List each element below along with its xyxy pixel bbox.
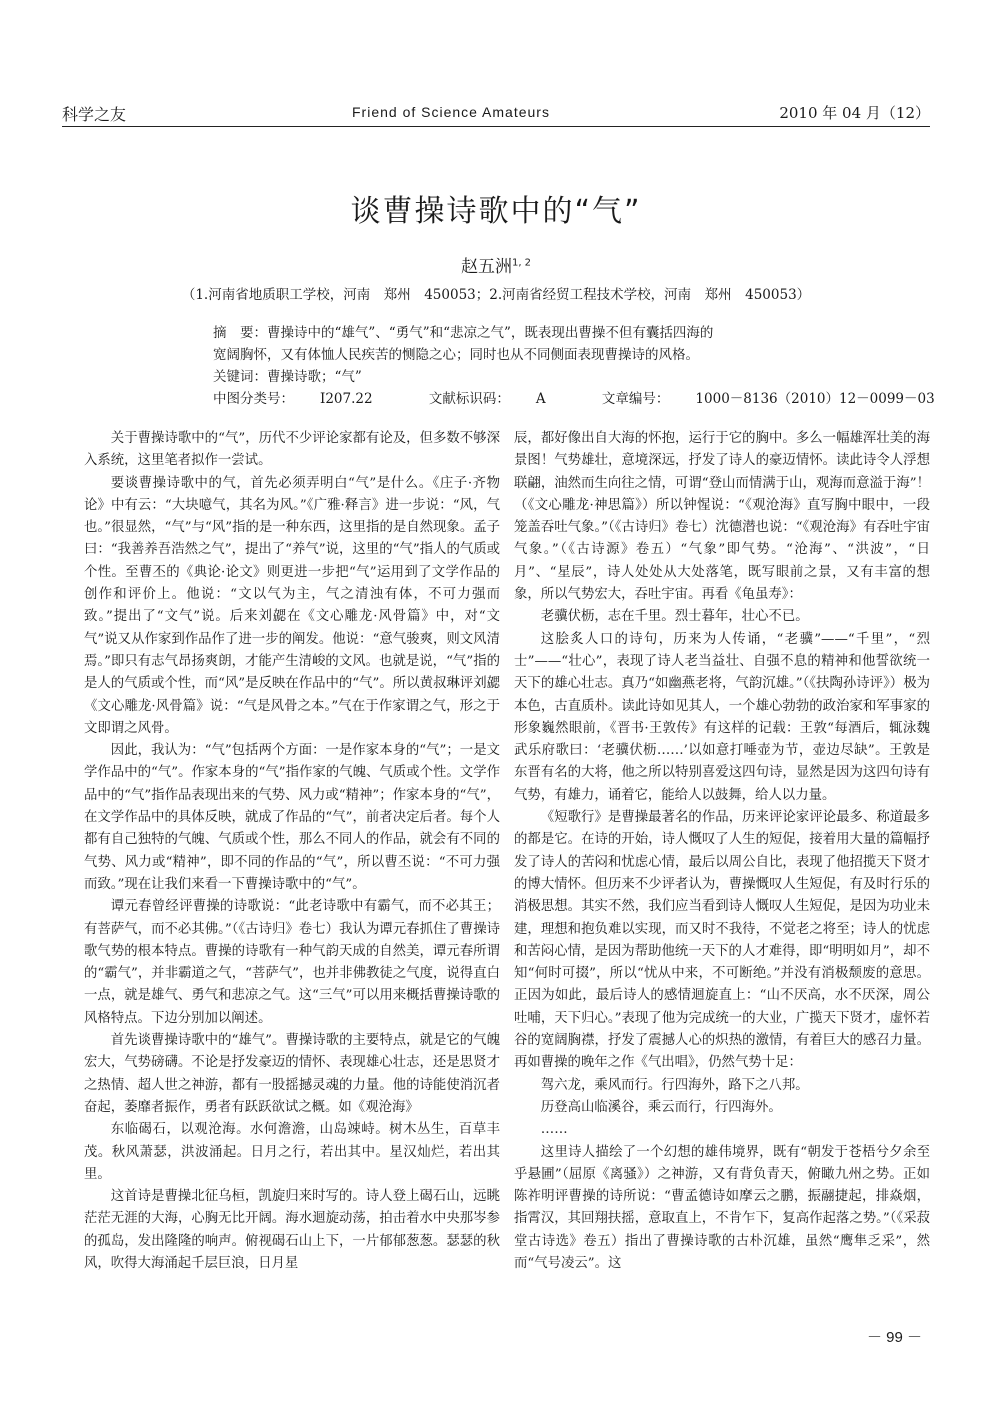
abstract-label: 摘 要：: [213, 325, 267, 341]
paragraph: 《短歌行》是曹操最著名的作品，历来评论家评论最多、称道最多的都是它。在诗的开始，诗人慨叹了人生的短促，接着用大量的篇幅抒发了诗人的苦闷和忧虑心情，最后以周公自比，表现了他招揽天下贤才的博大情怀。但历来不少评者认为，曹操慨叹人生短促，有及时行乐的消极思想。其实不然，我们应当看到诗人慨叹人生短促，是因为功业未建，理想和抱负难以实现，而又时不我待，不觉老之将至；诗人的忧虑和苦闷心情，是因为帮助他统一天下的人才难得，即“明明如月”，却不知“何时可掇”，所以“忧从中来，不可断绝。”并没有消极颓废的意思。正因为如此，最后诗人的感情迴旋直上：“山不厌高，水不厌深，周公吐哺，天下归心。”表现了他为完成统一的大业，广揽天下贤才，虚怀若谷的宽阔胸襟，抒发了震撼人心的炽热的激情，有着巨大的感召力量。再如曹操的晚年之作《气出唱》，仍然气势十足：: [514, 810, 930, 1071]
paragraph: 辰，都好像出自大海的怀抱，运行于它的胸中。多么一幅雄浑壮美的海景图！气势雄壮，意境深远，抒发了诗人的豪迈情怀。读此诗令人浮想联翩，油然而生向往之情，可谓“登山而情满于山，观海而意溢于海”！（《文心雕龙·神思篇》）所以钟惺说：“《观沧海》直写胸中眼中，一段笼盖吞吐气象。”（《古诗归》卷七）沈德潜也说：“《观沧海》有吞吐宇宙气象。”（《古诗源》卷五）“气象”即气势。“沧海”、“洪波”，“日月”、“星辰”，诗人处处从大处落笔，既写眼前之景，又有丰富的想象，所以气势宏大，吞吐宇宙。再看《龟虽寿》：: [514, 431, 930, 603]
abstract-block: [213, 322, 935, 410]
abstract-row-2: [213, 344, 813, 366]
doc-code-label: 文献标识码：: [428, 391, 510, 407]
journal-name-en: Friend of Science Amateurs: [352, 104, 550, 120]
paragraph: 因此，我认为：“气”包括两个方面：一是作家本身的“气”；一是文学作品中的“气”。作家本身的“气”指作家的气魄、气质或个性。文学作品中的“气”指作品表现出来的气势、风力或“精神”；作家本身的“气”，在文学作品中的具体反映，就成了作品的“气”，前者决定后者。每个人都有自己独特的气魄、气质或个性，那么不同人的作品，就会有不同的气势、风力或“精神”，即不同的作品的“气”，所以曹丕说：“不可力强而致。”现在让我们来看一下曹操诗歌中的“气”。: [84, 743, 501, 892]
paragraph: 首先谈曹操诗歌中的“雄气”。曹操诗歌的主要特点，就是它的气魄宏大，气势磅礴。不论是抒发豪迈的情怀、表现雄心壮志，还是思贤才之热情、超人世之神游，都有一股摇撼灵魂的力量。他的诗能使消沉者奋起，萎靡者振作，勇者有跃跃欲试之概。如《观沧海》: [84, 1033, 500, 1115]
issue-info: 2010 年 04 月（12）: [779, 104, 930, 122]
paragraph: 谭元春曾经评曹操的诗歌说：“此老诗歌中有霸气，而不必其王；有菩萨气，而不必其佛。”（《古诗归》卷七）我认为谭元春抓住了曹操诗歌气势的根本特点。曹操的诗歌有一种气韵天成的自然美，谭元春所谓的“霸气”，并非霸道之气，“菩萨气”，也并非佛教徒之气度，说得直白一点，就是雄气、勇气和悲凉之气。这“三气”可以用来概括曹操诗歌的风格特点。下边分别加以阐述。: [84, 899, 500, 1026]
author-superscript: 1, 2: [511, 257, 532, 269]
author-name: 赵五洲: [460, 257, 512, 277]
doc-code: A: [535, 391, 546, 407]
paragraph: 这脍炙人口的诗句，历来为人传诵，“老骥”——“千里”，“烈士”——“壮心”，表现了诗人老当益壮、自强不息的精神和他誓欲统一天下的雄心壮志。真乃“如幽燕老将，气韵沉雄。”（《扶陶孙诗评》）极为本色，古直质朴。读此诗如见其人，一个雄心勃勃的政治家和军事家的形象巍然眼前，《晋书·王敦传》有这样的记载：王敦“每酒后，辄泳魏武乐府歌曰：‘老骥伏枥……’以如意打唾壶为节，壶边尽缺”。王敦是东晋有名的大将，他之所以特别喜爱这四句诗，显然是因为这四句诗有气势，有雄力，诵着它，能给人以鼓舞，给人以力量。: [514, 631, 930, 803]
poem-line: 驾六龙，乘风而行。行四海外，路下之八邦。: [540, 1077, 809, 1093]
body-column-right: [514, 428, 930, 1275]
body-column-left: [84, 428, 500, 1275]
article-title: 谈曹操诗歌中的“气”: [350, 194, 642, 229]
author-line: [0, 252, 992, 277]
paragraph: 这里诗人描绘了一个幻想的雄伟境界，既有“朝发于苍梧兮夕余至乎悬圃”（屈原《离骚》）之神游，又有背负青天，俯瞰九州之势。正如陈祚明评曹操的诗所说：“曹孟德诗如摩云之鹏，振翮捷起，排焱烟，指霄汉，其回翔扶摇，意取直上，不肯乍下，复高作起落之势。”（《采菽堂古诗选》卷五）指出了曹操诗歌的古朴沉雄，虽然“鹰隼乏采”，然而“气号凌云”。这: [514, 1144, 930, 1271]
classification-row: [213, 388, 935, 410]
article-no-label: 文章编号：: [601, 391, 670, 407]
journal-name-cn: 科学之友: [62, 105, 127, 124]
running-header: [62, 100, 930, 128]
page-number: － 99 －: [866, 1329, 922, 1346]
keywords: 曹操诗歌；“气”: [267, 369, 362, 385]
clc-number: I207.22: [320, 391, 373, 407]
keywords-row: [213, 366, 813, 388]
poem-line: 老骥伏枥，志在千里。烈士暮年，壮心不已。: [540, 609, 809, 625]
abstract-text-1: 曹操诗中的“雄气”、“勇气”和“悲凉之气”，既表现出曹操不但有囊括四海的: [267, 325, 714, 341]
abstract-row-1: [213, 322, 813, 344]
paragraph: 关于曹操诗歌中的“气”，历代不少评论家都有论及，但多数不够深入系统，这里笔者拟作一尝试。: [84, 431, 500, 469]
abstract-text-2: 宽阔胸怀，又有体恤人民疾苦的恻隐之心；同时也从不同侧面表现曹操诗的风格。: [213, 347, 699, 363]
poem-quote: 东临碣石，以观沧海。水何澹澹，山岛竦峙。树木丛生，百草丰茂。秋风萧瑟，洪波涌起。日月之行，若出其中。星汉灿烂，若出其里。: [84, 1122, 500, 1182]
article-no: 1000－8136（2010）12－0099－03: [695, 391, 935, 407]
poem-line: 历登高山临溪谷，乘云而行，行四海外。: [540, 1099, 782, 1115]
affiliation: （1.河南省地质职工学校，河南 郑州 450053；2.河南省经贸工程技术学校，河南 郑州 450053）: [181, 287, 811, 303]
keywords-label: 关键词：: [213, 369, 267, 385]
header-rule: [62, 126, 930, 127]
paragraph: 要谈曹操诗歌中的气，首先必须弄明白“气”是什么。《庄子·齐物论》中有云：“大块噫气，其名为风。”《广雅·释言》进一步说：“风，气也。”很显然，“气”与“风”指的是一种东西，这里指的是自然现象。孟子曰：“我善养吾浩然之气”，提出了“养气”说，这里的“气”指人的气质或个性。至曹丕的《典论·论文》则更进一步把“气”运用到了文学作品的创作和评价上。他说：“文以气为主，气之清浊有体，不可力强而致。”提出了“文气”说。后来刘勰在《文心雕龙·风骨篇》中，对“文气”说又从作家到作品作了进一步的阐发。他说：“意气骏爽，则文风清焉。”即只有志气昂扬爽朗，才能产生清峻的文风。也就是说，“气”指的是人的气质或个性，而“风”是反映在作品中的“气”。所以黄叔琳评刘勰《文心雕龙·风骨篇》说：“气是风骨之本。”气在于作家谓之气，形之于文即谓之风骨。: [84, 475, 501, 736]
paragraph: 这首诗是曹操北征乌桓，凯旋归来时写的。诗人登上碣石山，远眺茫茫无涯的大海，心胸无比开阔。海水迴旋动荡，拍击着水中央那岑参的孤岛，发出隆隆的响声。俯视碣石山上下，一片郁郁葱葱。瑟瑟的秋风，吹得大海涌起千层巨浪，日月星: [84, 1189, 500, 1271]
clc-label: 中图分类号：: [213, 391, 294, 407]
poem-ellipsis: ……: [540, 1122, 568, 1138]
